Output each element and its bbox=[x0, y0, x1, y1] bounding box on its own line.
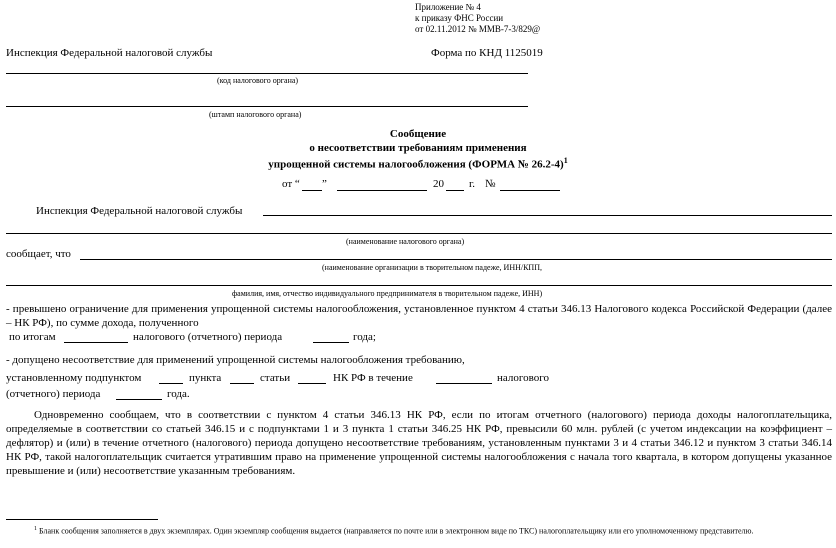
authority-name-line-2[interactable] bbox=[6, 233, 832, 234]
title-line-3 bbox=[0, 156, 836, 171]
item-1-results: по итогам bbox=[9, 331, 56, 343]
annex-line-3: от 02.11.2012 № ММВ-7-3/829@ bbox=[415, 24, 541, 34]
item-1-year-line[interactable] bbox=[313, 342, 349, 343]
item-2-article: статьи bbox=[260, 372, 291, 384]
person-caption: фамилия, имя, отчество индивидуального предпринимателя в творительном падеже, ИНН) bbox=[232, 289, 543, 298]
title-footnote-mark: 1 bbox=[563, 156, 568, 165]
title-line-3-text: упрощенной системы налогообложения (ФОРМА № 26.2-4) bbox=[268, 158, 564, 171]
stamp-caption: (штамп налогового органа) bbox=[209, 110, 302, 119]
item-2-year-line[interactable] bbox=[116, 399, 162, 400]
date-day-line[interactable] bbox=[302, 190, 322, 191]
number-label: № bbox=[485, 178, 496, 190]
item-1-year: года; bbox=[353, 331, 376, 343]
item-2-established: установленному подпунктом bbox=[6, 372, 142, 384]
date-year-suffix: г. bbox=[469, 178, 476, 190]
title-line-2: о несоответствии требованиям применения bbox=[309, 142, 527, 154]
form-code: Форма по КНД 1125019 bbox=[431, 47, 543, 59]
date-year-line[interactable] bbox=[446, 190, 464, 191]
date-month-line[interactable] bbox=[337, 190, 427, 191]
authority-name-line[interactable] bbox=[263, 215, 832, 216]
footnote-mark: 1 bbox=[34, 526, 37, 532]
stamp-line bbox=[6, 106, 528, 107]
date-ot: от “ bbox=[282, 178, 300, 190]
org-caption: (наименование организации в творительном падеже, ИНН/КПП, bbox=[322, 263, 542, 272]
authority-caption: (наименование налогового органа) bbox=[346, 237, 465, 246]
org-name-line[interactable] bbox=[80, 259, 832, 260]
item-2-tax: налогового bbox=[497, 372, 549, 384]
number-line[interactable] bbox=[500, 190, 560, 191]
item-1-tax-period: налогового (отчетного) периода bbox=[133, 331, 283, 343]
person-name-line[interactable] bbox=[6, 285, 832, 286]
footnote-separator bbox=[6, 519, 158, 520]
annex-line-2: к приказу ФНС России bbox=[415, 13, 504, 23]
header-inspection: Инспекция Федеральной налоговой службы bbox=[6, 47, 213, 59]
item-2-line-1: - допущено несоответствие для применений упрощенной системы налогообложения требованию, bbox=[6, 354, 465, 366]
tax-code-line bbox=[6, 73, 528, 74]
item-1-text: - превышено ограничение для применения упрощенной системы налогообложения, установленное пунктом 4 статьи 346.13 Налогового кодекса Российской Федерации (далее – НК РФ), по сумме дохода, полученного bbox=[6, 303, 832, 329]
body-inspection-label: Инспекция Федеральной налоговой службы bbox=[36, 205, 243, 217]
date-year-prefix: 20 bbox=[433, 178, 444, 190]
footnote bbox=[6, 524, 832, 537]
item-2-point: пункта bbox=[189, 372, 222, 384]
tax-code-caption: (код налогового органа) bbox=[217, 76, 299, 85]
annex-line-1: Приложение № 4 bbox=[415, 2, 481, 12]
title-line-1: Сообщение bbox=[389, 128, 447, 140]
item-1-results-line[interactable] bbox=[64, 342, 128, 343]
item-2-reporting: (отчетного) периода bbox=[6, 388, 101, 400]
item-2-subpoint-line[interactable] bbox=[159, 383, 183, 384]
item-2-nk-during: НК РФ в течение bbox=[333, 372, 413, 384]
date-quote-close: ” bbox=[322, 178, 327, 190]
reports-label: сообщает, что bbox=[6, 248, 71, 260]
item-2-year: года. bbox=[167, 388, 190, 400]
item-2-point-line[interactable] bbox=[230, 383, 254, 384]
item-2-article-line[interactable] bbox=[298, 383, 326, 384]
footnote-text: Бланк сообщения заполняется в двух экземплярах. Один экземпляр сообщения выдается (направляется по почте или в электронном виде по ТКС) налогоплательщику или его уполномоченному представителю. bbox=[39, 526, 754, 536]
main-paragraph: Одновременно сообщаем, что в соответствии с пунктом 4 статьи 346.13 НК РФ, если по итогам отчетного (налогового) периода доходы налогоплательщика, определяемые в соответствии со статьей 346.15 и с подпунктами 1 и 3 пункта 1 статьи 346.25 НК РФ, превысили 60 млн. рублей (с учетом индексации на коэффициент – дефлятор) и (или) в течение отчетного (налогового) периода допущено несоответствие требованиям, установленным пунктами 3 и 4 статьи 346.12 и пунктом 3 статьи 346.14 НК РФ, такой налогоплательщик считается утратившим право на применение упрощенной системы налогообложения с начала того квартала, в котором допущены указанное превышение и (или) несоответствие указанным требованиям. bbox=[6, 409, 832, 477]
item-2-during-line[interactable] bbox=[436, 383, 492, 384]
